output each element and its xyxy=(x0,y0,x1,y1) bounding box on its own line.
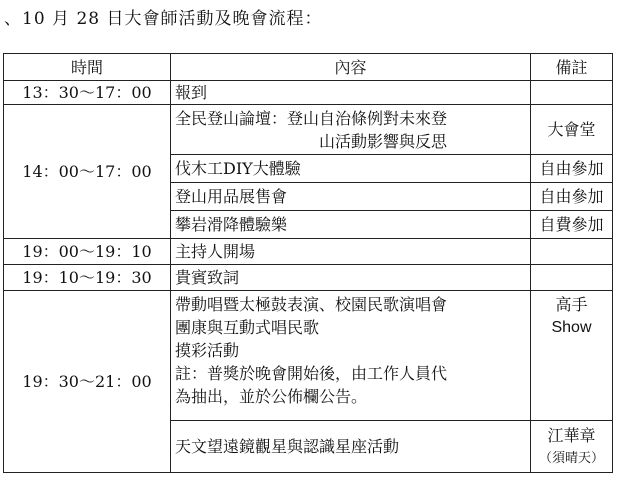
header-row xyxy=(4,54,613,81)
note-line: Show xyxy=(551,319,592,336)
content-line: 全民登山論壇：登山自治條例對未來登 xyxy=(175,108,448,128)
content-line: 註：普獎於晚會開始後，由工作人員代 xyxy=(175,364,448,383)
note-line: （須晴天） xyxy=(538,450,604,466)
note-cell xyxy=(531,265,613,291)
content-cell: 伐木工DIY大體驗 xyxy=(171,155,531,183)
time-cell: 19：30～21：00 xyxy=(4,291,171,473)
note-cell xyxy=(531,291,613,421)
content-cell xyxy=(171,105,531,155)
table-row xyxy=(4,239,613,265)
content-cell: 主持人開場 xyxy=(171,239,531,265)
content-line: 團康與互動式唱民歌 xyxy=(175,318,320,337)
content-line: 為抽出，並於公佈欄公告。 xyxy=(175,387,368,406)
note-cell: 自由參加 xyxy=(531,183,613,211)
note-line: 高手 xyxy=(555,295,588,314)
time-cell: 19：10～19：30 xyxy=(4,265,171,291)
time-cell: 13：30～17：00 xyxy=(4,81,171,105)
content-cell: 攀岩滑降體驗樂 xyxy=(171,211,531,239)
content-cell: 登山用品展售會 xyxy=(171,183,531,211)
table-row xyxy=(4,265,613,291)
content-cell: 貴賓致詞 xyxy=(171,265,531,291)
note-cell xyxy=(531,239,613,265)
schedule-table xyxy=(3,53,613,473)
table-row xyxy=(4,291,613,421)
header-note: 備註 xyxy=(531,54,613,81)
note-cell xyxy=(531,81,613,105)
note-cell: 自由參加 xyxy=(531,155,613,183)
header-content: 內容 xyxy=(171,54,531,81)
content-line: 帶動唱暨太極鼓表演、校園民歌演唱會 xyxy=(175,295,448,314)
page-heading: 、10 月 28 日大會師活動及晚會流程： xyxy=(4,9,323,29)
time-cell: 19：00～19：10 xyxy=(4,239,171,265)
content-cell: 天文望遠鏡觀星與認識星座活動 xyxy=(171,421,531,473)
time-cell: 14：00～17：00 xyxy=(4,105,171,239)
table-row xyxy=(4,81,613,105)
content-line: 山活動影響與反思 xyxy=(319,131,448,151)
header-time: 時間 xyxy=(4,54,171,81)
note-cell: 大會堂 xyxy=(531,105,613,155)
note-cell: 自費參加 xyxy=(531,211,613,239)
table-row xyxy=(4,105,613,155)
note-line: 江華章 xyxy=(547,425,596,445)
note-cell xyxy=(531,421,613,473)
content-line: 摸彩活動 xyxy=(175,341,240,360)
content-cell xyxy=(171,291,531,421)
content-cell: 報到 xyxy=(171,81,531,105)
